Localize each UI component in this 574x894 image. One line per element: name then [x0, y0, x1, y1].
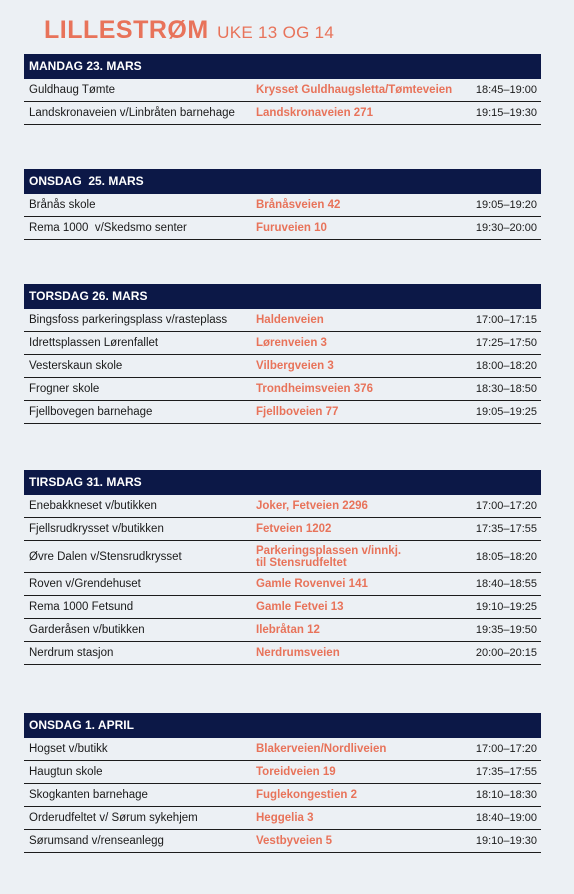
- time-range: 18:30–18:50: [475, 383, 537, 395]
- place-name: Brånås skole: [29, 199, 96, 211]
- address: Nerdrumsveien: [256, 647, 340, 659]
- table-row: [24, 573, 541, 596]
- place-name: Landskronaveien v/Linbråten barnehage: [29, 107, 235, 119]
- table-row: [24, 401, 541, 424]
- address: Blakerveien/Nordliveien: [256, 743, 387, 755]
- time-range: 19:15–19:30: [475, 107, 537, 119]
- table-row: [24, 79, 541, 102]
- table-row: [24, 102, 541, 125]
- place-name: Rema 1000 v/Skedsmo senter: [29, 222, 187, 234]
- table-row: [24, 518, 541, 541]
- day-section-onsdag-1-april: [24, 713, 541, 853]
- time-range: 18:10–18:30: [475, 789, 537, 801]
- table-row: [24, 830, 541, 853]
- day-section-onsdag-25: [24, 169, 541, 240]
- time-range: 17:00–17:20: [475, 500, 537, 512]
- table-row: [24, 761, 541, 784]
- address: Joker, Fetveien 2296: [256, 500, 368, 512]
- table-row: [24, 332, 541, 355]
- time-range: 19:10–19:30: [475, 835, 537, 847]
- place-name: Orderudfeltet v/ Sørum sykehjem: [29, 812, 198, 824]
- address: Trondheimsveien 376: [256, 383, 373, 395]
- time-range: 18:00–18:20: [475, 360, 537, 372]
- day-section-torsdag: [24, 284, 541, 424]
- table-row: [24, 596, 541, 619]
- address: Brånåsveien 42: [256, 199, 341, 211]
- time-range: 19:10–19:25: [475, 601, 537, 613]
- place-name: Fjellbovegen barnehage: [29, 406, 153, 418]
- time-range: 18:40–19:00: [475, 812, 537, 824]
- page-header: [44, 16, 334, 45]
- table-row: [24, 309, 541, 332]
- table-row: [24, 355, 541, 378]
- place-name: Skogkanten barnehage: [29, 789, 148, 801]
- time-range: 19:35–19:50: [475, 624, 537, 636]
- address: Parkeringsplassen v/innkj.: [256, 544, 402, 557]
- place-name: Idrettsplassen Lørenfallet: [29, 337, 159, 349]
- address: Gamle Rovenvei 141: [256, 578, 368, 590]
- day-header: TORSDAG 26. MARS: [24, 284, 541, 309]
- table-row: [24, 495, 541, 518]
- day-section-mandag: [24, 54, 541, 125]
- place-name: Enebakkneset v/butikken: [29, 500, 157, 512]
- time-range: 17:00–17:20: [475, 743, 537, 755]
- table-row: [24, 378, 541, 401]
- table-row: [24, 784, 541, 807]
- address: Gamle Fetvei 13: [256, 601, 344, 613]
- address: Furuveien 10: [256, 222, 327, 234]
- time-range: 19:05–19:20: [475, 199, 537, 211]
- place-name: Fjellsrudkrysset v/butikken: [29, 523, 164, 535]
- place-name: Garderåsen v/butikken: [29, 624, 145, 636]
- address: Vestbyveien 5: [256, 835, 333, 847]
- address: Ilebråtan 12: [256, 624, 320, 636]
- day-section-tirsdag: [24, 470, 541, 665]
- table-row: [24, 541, 541, 573]
- time-range: 18:45–19:00: [475, 84, 537, 96]
- place-name: Frogner skole: [29, 383, 100, 395]
- time-range: 17:35–17:55: [475, 523, 537, 535]
- place-name: Hogset v/butikk: [29, 743, 108, 755]
- table-row: [24, 194, 541, 217]
- time-range: 18:40–18:55: [475, 578, 537, 590]
- table-row: [24, 217, 541, 240]
- address: Landskronaveien 271: [256, 107, 373, 119]
- place-name: Guldhaug Tømte: [29, 84, 116, 96]
- place-name: Haugtun skole: [29, 766, 103, 778]
- day-header: ONSDAG 1. APRIL: [24, 713, 541, 738]
- time-range: 19:05–19:25: [475, 406, 537, 418]
- time-range: 19:30–20:00: [475, 222, 537, 234]
- place-name: Rema 1000 Fetsund: [29, 601, 134, 613]
- address: Heggelia 3: [256, 812, 314, 824]
- place-name: Roven v/Grendehuset: [29, 578, 141, 590]
- address: Fetveien 1202: [256, 523, 332, 535]
- day-header: ONSDAG 25. MARS: [24, 169, 541, 194]
- place-name: Vesterskaun skole: [29, 360, 123, 372]
- place-name: Øvre Dalen v/Stensrudkrysset: [29, 550, 182, 563]
- address: Haldenveien: [256, 314, 324, 326]
- table-row: [24, 642, 541, 665]
- page-subtitle: UKE 13 OG 14: [217, 23, 335, 42]
- table-row: [24, 807, 541, 830]
- time-range: 17:25–17:50: [475, 337, 537, 349]
- address-continued: til Stensrudfeltet: [256, 556, 347, 569]
- address: Fjellboveien 77: [256, 406, 339, 418]
- address: Krysset Guldhaugsletta/Tømteveien: [256, 84, 453, 96]
- place-name: Nerdrum stasjon: [29, 647, 114, 659]
- time-range: 18:05–18:20: [475, 550, 537, 563]
- address: Toreidveien 19: [256, 766, 336, 778]
- day-header: MANDAG 23. MARS: [24, 54, 541, 79]
- place-name: Sørumsand v/renseanlegg: [29, 835, 164, 847]
- day-header: TIRSDAG 31. MARS: [24, 470, 541, 495]
- time-range: 17:35–17:55: [475, 766, 537, 778]
- time-range: 20:00–20:15: [475, 647, 537, 659]
- address: Fuglekongestien 2: [256, 789, 357, 801]
- table-row: [24, 738, 541, 761]
- time-range: 17:00–17:15: [475, 314, 537, 326]
- place-name: Bingsfoss parkeringsplass v/rasteplass: [29, 314, 228, 326]
- page-title: LILLESTRØM: [44, 16, 209, 44]
- address: Lørenveien 3: [256, 337, 327, 349]
- address: Vilbergveien 3: [256, 360, 334, 372]
- address-two-line: [256, 541, 471, 572]
- table-row: [24, 619, 541, 642]
